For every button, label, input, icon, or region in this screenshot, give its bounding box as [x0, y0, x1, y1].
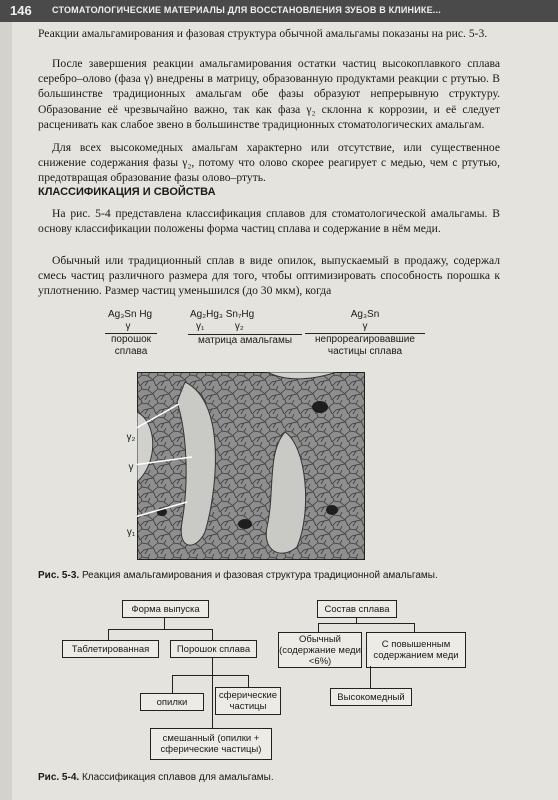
amalgam-microstructure-figure: [137, 372, 365, 560]
connector: [212, 629, 213, 640]
caption-text: Классификация сплавов для амальгамы.: [81, 772, 274, 783]
gamma-right: γ: [362, 321, 368, 332]
connector: [318, 623, 319, 632]
paragraph: Для всех высокомедных амальгам характерно или отсутствие, или существенное снижение содержания фазы γ₂, потому что олово скорее реагирует с медью, чем с ртутью, предотвращая образование фазы олово–ртуть.: [38, 141, 500, 185]
connector: [212, 657, 213, 728]
section-heading: КЛАССИФИКАЦИЯ И СВОЙСТВА: [38, 186, 216, 198]
running-title: СТОМАТОЛОГИЧЕСКИЕ МАТЕРИАЛЫ ДЛЯ ВОССТАНОВЛЕНИЯ ЗУБОВ В КЛИНИКЕ...: [52, 5, 441, 15]
figure-caption-5-3: [38, 570, 438, 581]
label-right: непрореагировавшие частицы сплава: [305, 333, 425, 358]
formula-left: Ag₃Sn Hg: [108, 309, 153, 320]
box-composition: Состав сплава: [317, 600, 397, 618]
paragraph: Обычный или традиционный сплав в виде опилок, выпускаемый в продажу, содержал смесь частиц различного размера для того, чтобы оптимизировать способность порошка к уплотнению. Размер частиц уменьшился (до 30 мкм), когда: [38, 254, 500, 298]
box-filings: опилки: [140, 693, 204, 711]
page-header: [0, 0, 558, 22]
callout-gamma: γ: [128, 462, 134, 473]
connector: [248, 675, 249, 687]
page-edge: [0, 22, 12, 800]
gamma-mid: γ₁ γ₂: [196, 321, 244, 332]
connector: [370, 666, 371, 688]
connector: [108, 629, 212, 630]
box-increased: С повышенным содержанием меди: [366, 632, 466, 668]
connector: [108, 629, 109, 640]
connector: [318, 623, 414, 624]
formula-right: Ag₃Sn: [350, 309, 380, 320]
connector: [414, 623, 415, 632]
box-spherical: сферические частицы: [215, 687, 281, 715]
paragraph: Реакции амальгамирования и фазовая структура обычной амальгамы показаны на рис. 5-3.: [38, 27, 488, 40]
callout-gamma2: γ₂: [126, 432, 136, 443]
label-mid: матрица амальгамы: [188, 334, 302, 347]
figure-caption-5-4: [38, 772, 274, 783]
caption-number: Рис. 5-3.: [38, 570, 80, 581]
box-mixed: смешанный (опилки + сферические частицы): [150, 728, 272, 760]
box-form: Форма выпуска: [122, 600, 209, 618]
box-regular: Обычный (содержание меди <6%): [279, 633, 361, 667]
label-left: порошок сплава: [105, 333, 157, 358]
connector: [172, 675, 173, 693]
box-high-copper: Высокомедный: [330, 688, 412, 706]
callout-gamma1: γ₁: [126, 527, 136, 538]
caption-number: Рис. 5-4.: [38, 772, 80, 783]
connector: [172, 675, 248, 676]
page-number: 146: [10, 3, 32, 18]
gamma-left: γ: [125, 321, 131, 332]
box-tablet: Таблетированная: [62, 640, 159, 658]
caption-text: Реакция амальгамирования и фазовая структура традиционной амальгамы.: [81, 570, 438, 581]
box-powder: Порошок сплава: [170, 640, 257, 658]
paragraph: После завершения реакции амальгамирования остатки частиц высокоплавкого сплава серебро–олово (фаза γ) внедрены в матрицу, образованную продуктами реакции с ртутью. В большинстве традиционных амальгам обе фазы образуют непрерывную структуру. Образование её чрезвычайно важно, так как фаза γ₂ склонна к коррозии, и её следует расценивать как слабое звено в большинстве традиционных стоматологических амальгам.: [38, 57, 500, 131]
paragraph: На рис. 5-4 представлена классификация сплавов для стоматологической амальгамы. В основу классификации положены форма частиц сплава и содержание в нём меди.: [38, 207, 500, 236]
formula-mid: Ag₂Hg₃ Sn₇Hg: [190, 309, 255, 320]
